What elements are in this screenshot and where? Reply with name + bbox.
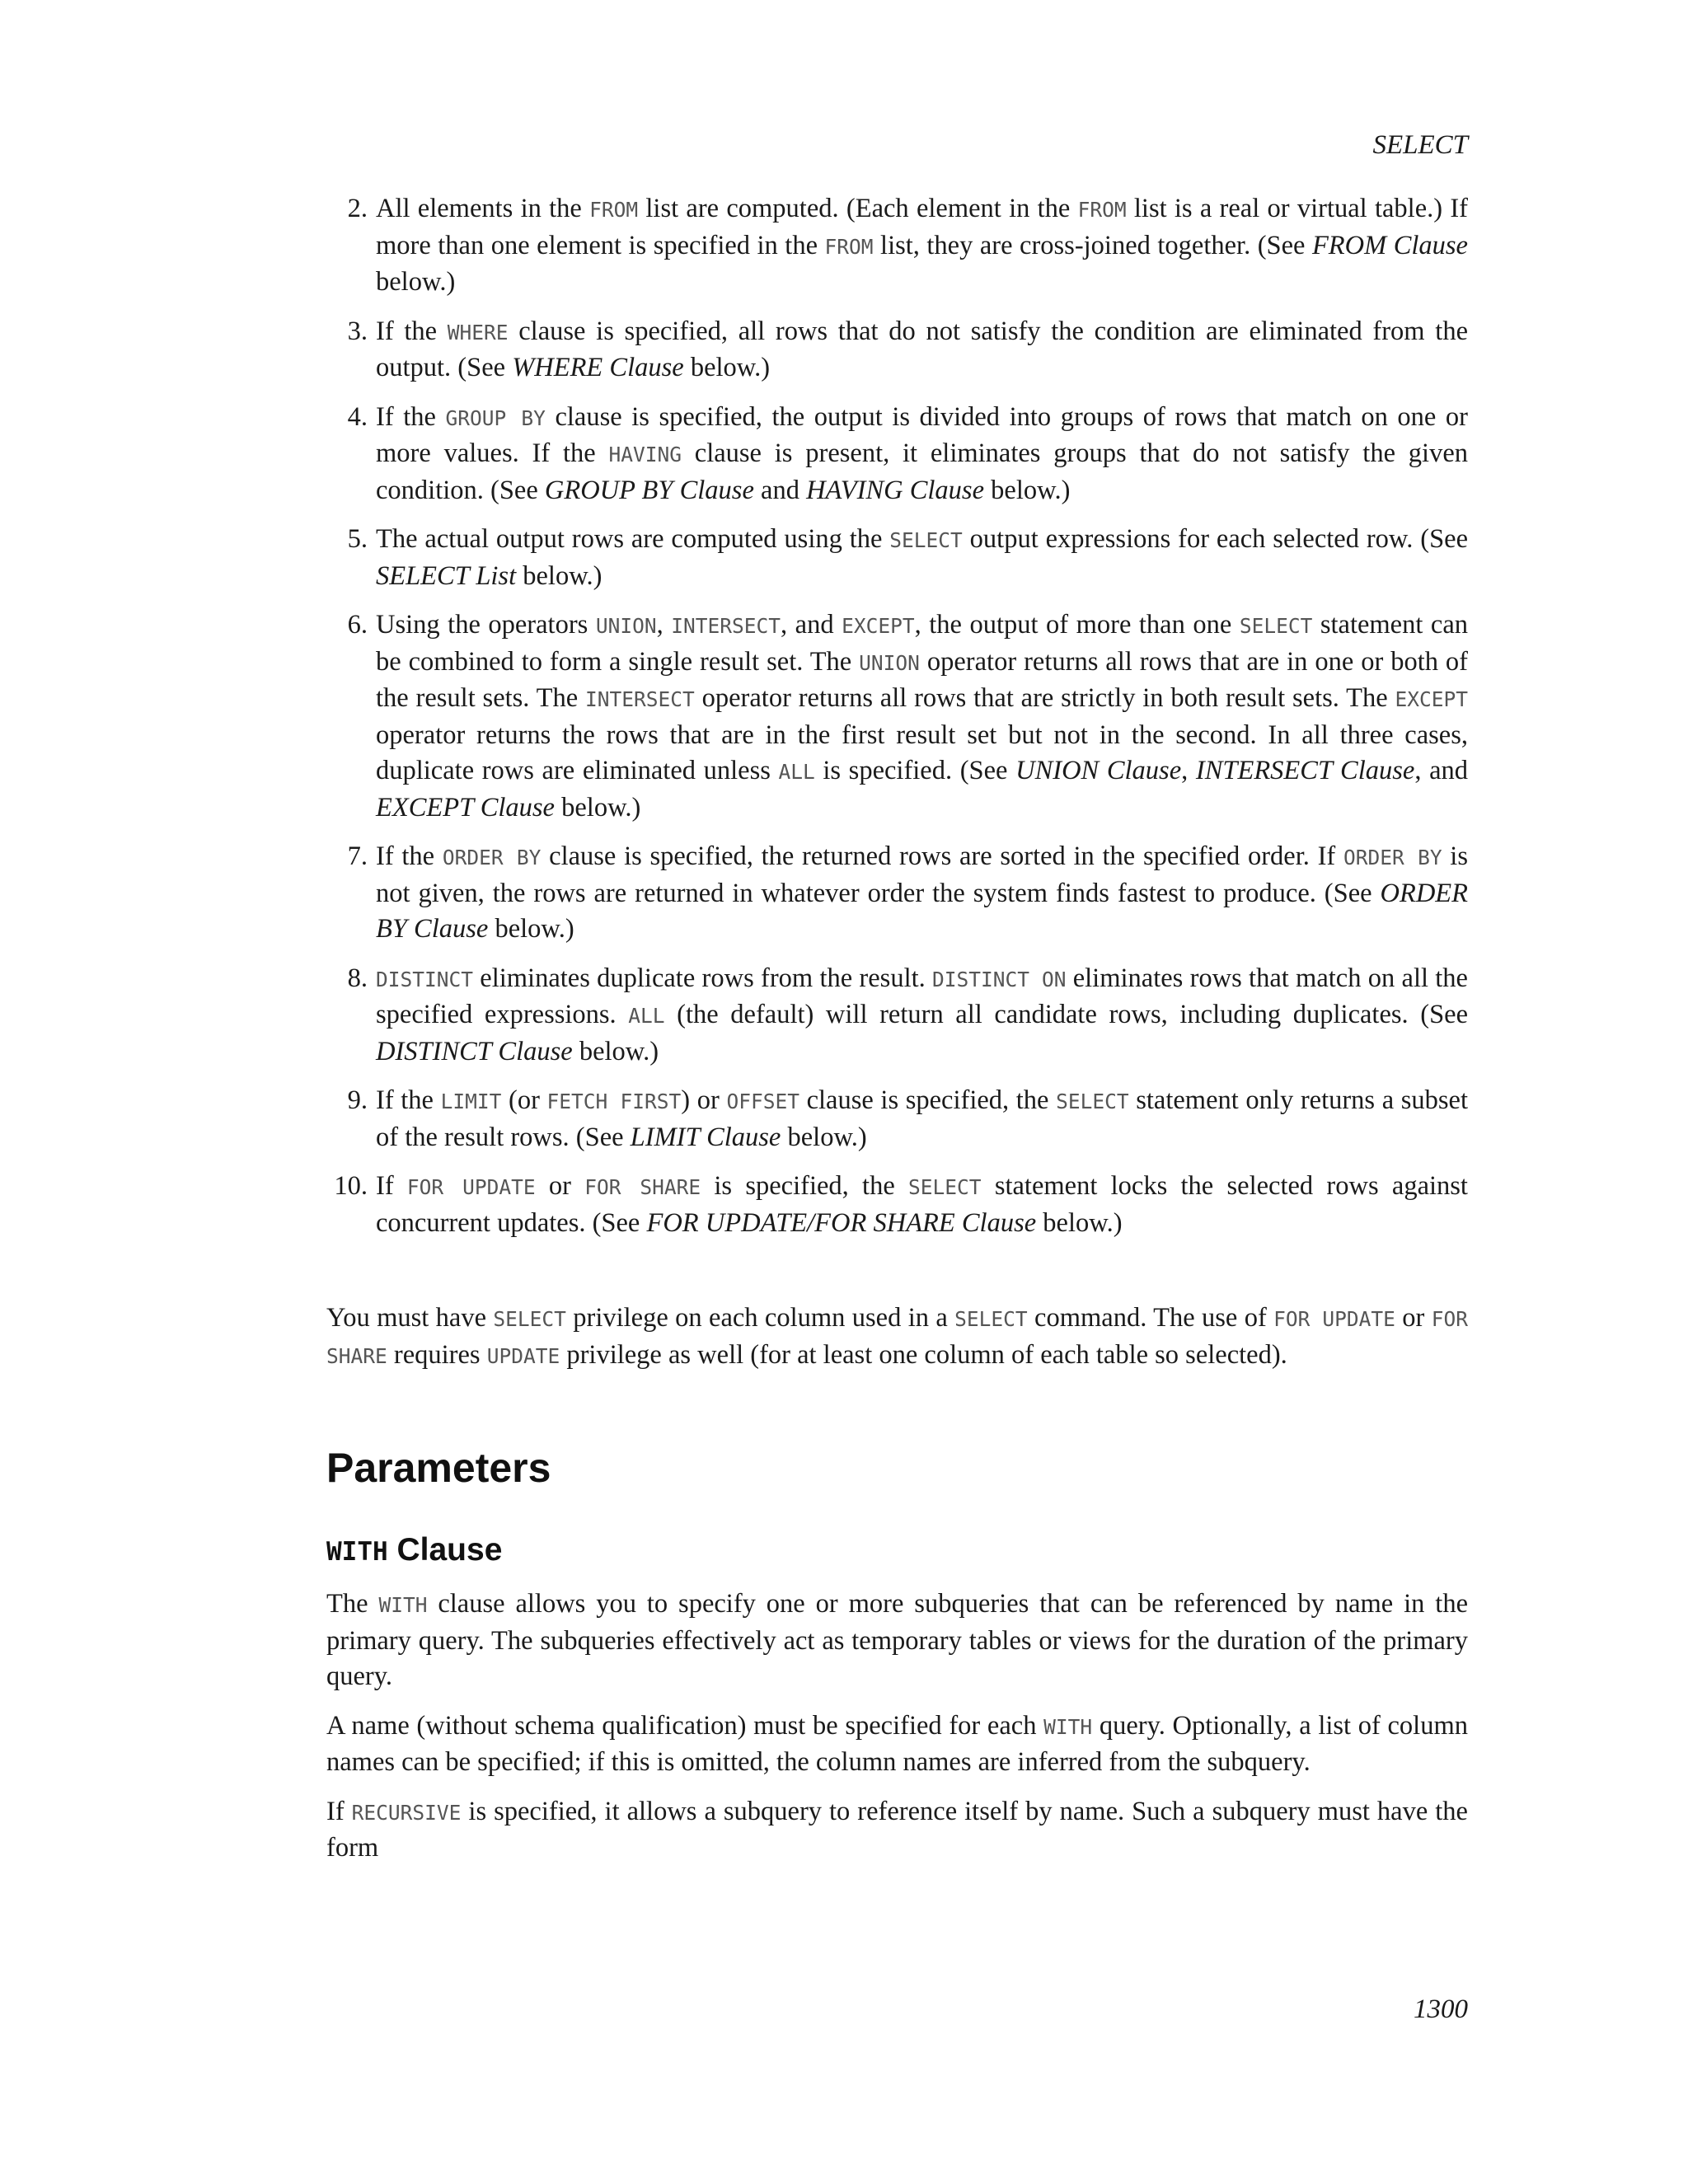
code-literal: FROM — [1077, 198, 1127, 222]
with-clause-paragraph — [326, 1708, 1468, 1781]
list-item-text — [376, 610, 1468, 823]
text-run: or — [535, 1171, 585, 1201]
text-run: below.) — [683, 353, 771, 382]
cross-reference: DISTINCT Clause — [376, 1036, 573, 1066]
code-literal: SELECT — [1239, 614, 1313, 638]
page-content — [326, 191, 1468, 1880]
code-literal: SELECT — [493, 1307, 566, 1331]
text-run: If the — [376, 316, 448, 346]
text-run: (or — [501, 1085, 547, 1115]
code-literal: RECURSIVE — [351, 1800, 462, 1825]
code-literal: SELECT — [908, 1175, 982, 1199]
text-run: If — [376, 1171, 407, 1201]
list-item-number: 9. — [347, 1085, 368, 1115]
code-literal: ORDER BY — [1343, 846, 1442, 869]
text-run: below.) — [376, 267, 456, 297]
text-run: or — [1395, 1303, 1432, 1333]
text-run: list are computed. (Each element in the — [638, 194, 1078, 223]
text-run: below.) — [488, 914, 574, 944]
text-run: query. Optionally, a list of column names can be specified; if this is omitted, the column names are inferred from the subquery. — [326, 1710, 1468, 1777]
text-run: eliminates rows that match on all the specified expressions. — [376, 963, 1468, 1029]
list-item-text — [376, 1085, 1468, 1152]
text-run: requires — [387, 1339, 487, 1370]
with-clause-paragraph — [326, 1586, 1468, 1695]
code-literal: FETCH FIRST — [546, 1090, 682, 1113]
with-clause-body — [326, 1586, 1468, 1867]
code-literal: ALL — [628, 1004, 665, 1028]
with-keyword: WITH — [326, 1537, 388, 1567]
code-literal: EXCEPT — [1395, 687, 1468, 711]
text-run: clause is present, it eliminates groups that do not satisfy the given condition. (See — [376, 438, 1469, 505]
code-literal: LIMIT — [440, 1090, 502, 1113]
list-item-number: 10. — [334, 1171, 368, 1201]
text-run: below.) — [984, 475, 1071, 505]
list-item — [326, 961, 1468, 1071]
text-run: clause is specified, the — [799, 1085, 1057, 1115]
list-item — [326, 191, 1468, 301]
text-run: ) or — [681, 1085, 727, 1115]
list-item — [326, 400, 1468, 509]
text-run: below.) — [781, 1122, 867, 1152]
list-item-number: 4. — [347, 401, 368, 432]
cross-reference: HAVING Clause — [806, 475, 985, 505]
cross-reference: INTERSECT Clause — [1195, 756, 1415, 785]
code-literal: DISTINCT ON — [932, 967, 1067, 991]
text-run: below.) — [1036, 1207, 1123, 1238]
text-run: clause is specified, the output is divided into groups of rows that match on one or more values. If the — [376, 401, 1468, 468]
text-run: privilege on each column used in a — [565, 1303, 955, 1333]
cross-reference: ORDER BY Clause — [376, 878, 1468, 944]
text-run: The actual output rows are computed using the — [376, 524, 890, 554]
list-item-text — [376, 194, 1468, 297]
list-item-number: 6. — [347, 610, 368, 640]
list-item — [326, 314, 1468, 387]
code-literal: GROUP BY — [445, 405, 546, 430]
text-run: All elements in the — [376, 194, 590, 223]
text-run: list is a real or virtual table.) If more than one element is specified in the — [376, 194, 1468, 260]
code-literal: WHERE — [447, 320, 509, 344]
code-literal: FROM — [589, 198, 639, 222]
text-run: statement can be combined to form a single result set. The — [376, 610, 1468, 677]
list-item — [326, 1083, 1468, 1155]
text-run: , and — [1414, 756, 1469, 785]
code-literal: ALL — [778, 760, 815, 784]
cross-reference: SELECT List — [376, 560, 517, 591]
list-item-text — [376, 963, 1468, 1066]
text-run: is specified, it allows a subquery to reference itself by name. Such a subquery must have the form — [326, 1796, 1468, 1863]
privilege-paragraph — [326, 1301, 1468, 1374]
code-literal: OFFSET — [726, 1090, 799, 1113]
list-item-number: 3. — [347, 316, 368, 346]
text-run: You must have — [326, 1303, 494, 1333]
code-literal: UNION — [595, 614, 657, 638]
code-literal: WITH — [378, 1593, 428, 1617]
list-item-text — [376, 402, 1468, 505]
cross-reference: UNION Clause — [1015, 756, 1182, 785]
with-clause-heading — [326, 1530, 1468, 1572]
text-run: The — [326, 1589, 379, 1619]
text-run: is specified, the — [701, 1171, 909, 1201]
list-item-number: 2. — [347, 194, 368, 223]
text-run: clause is specified, the returned rows are sorted in the specified order. If — [541, 841, 1343, 871]
list-item-text — [376, 841, 1468, 944]
list-item — [326, 522, 1468, 594]
list-item — [326, 1169, 1468, 1241]
text-run: below.) — [516, 560, 603, 591]
code-literal: EXCEPT — [842, 614, 915, 638]
list-item-text — [376, 1171, 1468, 1238]
list-item-text — [376, 316, 1468, 383]
code-literal: FOR SHARE — [584, 1175, 701, 1199]
code-literal: FROM — [824, 234, 874, 259]
cross-reference: FOR UPDATE/FOR SHARE Clause — [646, 1207, 1037, 1238]
page-number: 1300 — [1414, 1994, 1468, 2024]
processing-steps-list — [326, 191, 1468, 1241]
running-header: SELECT — [1372, 130, 1468, 160]
code-literal: UPDATE — [486, 1343, 560, 1368]
text-run: statement locks the selected rows against concurrent updates. (See — [376, 1171, 1468, 1238]
text-run: , and — [781, 610, 842, 640]
code-literal: INTERSECT — [585, 687, 695, 711]
text-run: privilege as well (for at least one column of each table so selected). — [560, 1339, 1287, 1370]
text-run: below.) — [554, 792, 641, 823]
code-literal: ORDER BY — [442, 846, 542, 869]
list-item-number: 8. — [347, 963, 368, 993]
code-literal: WITH — [1043, 1714, 1093, 1739]
text-run: Using the operators — [376, 610, 596, 640]
list-item-number: 5. — [347, 524, 368, 554]
text-run: list, they are cross-joined together. (See — [873, 230, 1312, 260]
text-run: eliminates duplicate rows from the result. — [473, 963, 933, 993]
text-run: below.) — [572, 1036, 659, 1066]
list-item — [326, 839, 1468, 948]
text-run: clause is specified, all rows that do not satisfy the condition are eliminated from the output. (See — [376, 316, 1468, 382]
text-run: operator returns the rows that are in the first result set but not in the second. In all three cases, duplicate rows are eliminated unless — [376, 719, 1468, 785]
list-item-number: 7. — [347, 841, 368, 871]
text-run: output expressions for each selected row. (See — [962, 524, 1468, 554]
text-run: operator returns all rows that are in one or both of the result sets. The — [376, 646, 1468, 713]
text-run: A name (without schema qualification) must be specified for each — [326, 1710, 1044, 1741]
parameters-heading: Parameters — [326, 1445, 551, 1491]
text-run: , — [1181, 756, 1196, 785]
with-clause-heading-text: Clause — [387, 1532, 503, 1568]
text-run: , the output of more than one — [914, 610, 1240, 640]
cross-reference: EXCEPT Clause — [376, 792, 555, 823]
code-literal: SELECT — [954, 1307, 1028, 1331]
cross-reference: WHERE Clause — [512, 353, 684, 382]
code-literal: INTERSECT — [671, 614, 781, 638]
text-run: is not given, the rows are returned in whatever order the system finds fastest to produce. (See — [376, 841, 1468, 908]
text-run: If the — [376, 401, 446, 432]
text-run: and — [753, 475, 807, 505]
cross-reference: FROM Clause — [1311, 230, 1468, 260]
text-run: , — [656, 610, 672, 640]
text-run: command. The use of — [1027, 1303, 1274, 1333]
code-literal: HAVING — [608, 443, 682, 466]
code-literal: UNION — [859, 650, 920, 675]
cross-reference: GROUP BY Clause — [544, 475, 754, 505]
text-run: is specified. (See — [814, 756, 1016, 785]
list-item-text — [376, 524, 1468, 591]
with-clause-paragraph — [326, 1794, 1468, 1867]
text-run: (the default) will return all candidate rows, including duplicates. (See — [664, 1000, 1468, 1029]
text-run: If — [326, 1796, 352, 1826]
code-literal: DISTINCT — [376, 967, 474, 991]
code-literal: SELECT — [1056, 1090, 1129, 1113]
text-run: If the — [376, 1085, 441, 1115]
text-run: operator returns all rows that are strictly in both result sets. The — [694, 683, 1395, 713]
text-run: statement only returns a subset of the result rows. (See — [376, 1085, 1468, 1152]
code-literal: FOR UPDATE — [406, 1175, 536, 1199]
code-literal: FOR UPDATE — [1273, 1307, 1395, 1331]
list-item — [326, 607, 1468, 826]
code-literal: FOR SHARE — [326, 1307, 1468, 1368]
text-run: If the — [376, 841, 443, 871]
cross-reference: LIMIT Clause — [630, 1122, 781, 1152]
text-run: clause allows you to specify one or more subqueries that can be referenced by name in the primary query. The subqueries effectively act as temporary tables or views for the duration of the primary query. — [326, 1589, 1468, 1691]
code-literal: SELECT — [889, 528, 963, 552]
